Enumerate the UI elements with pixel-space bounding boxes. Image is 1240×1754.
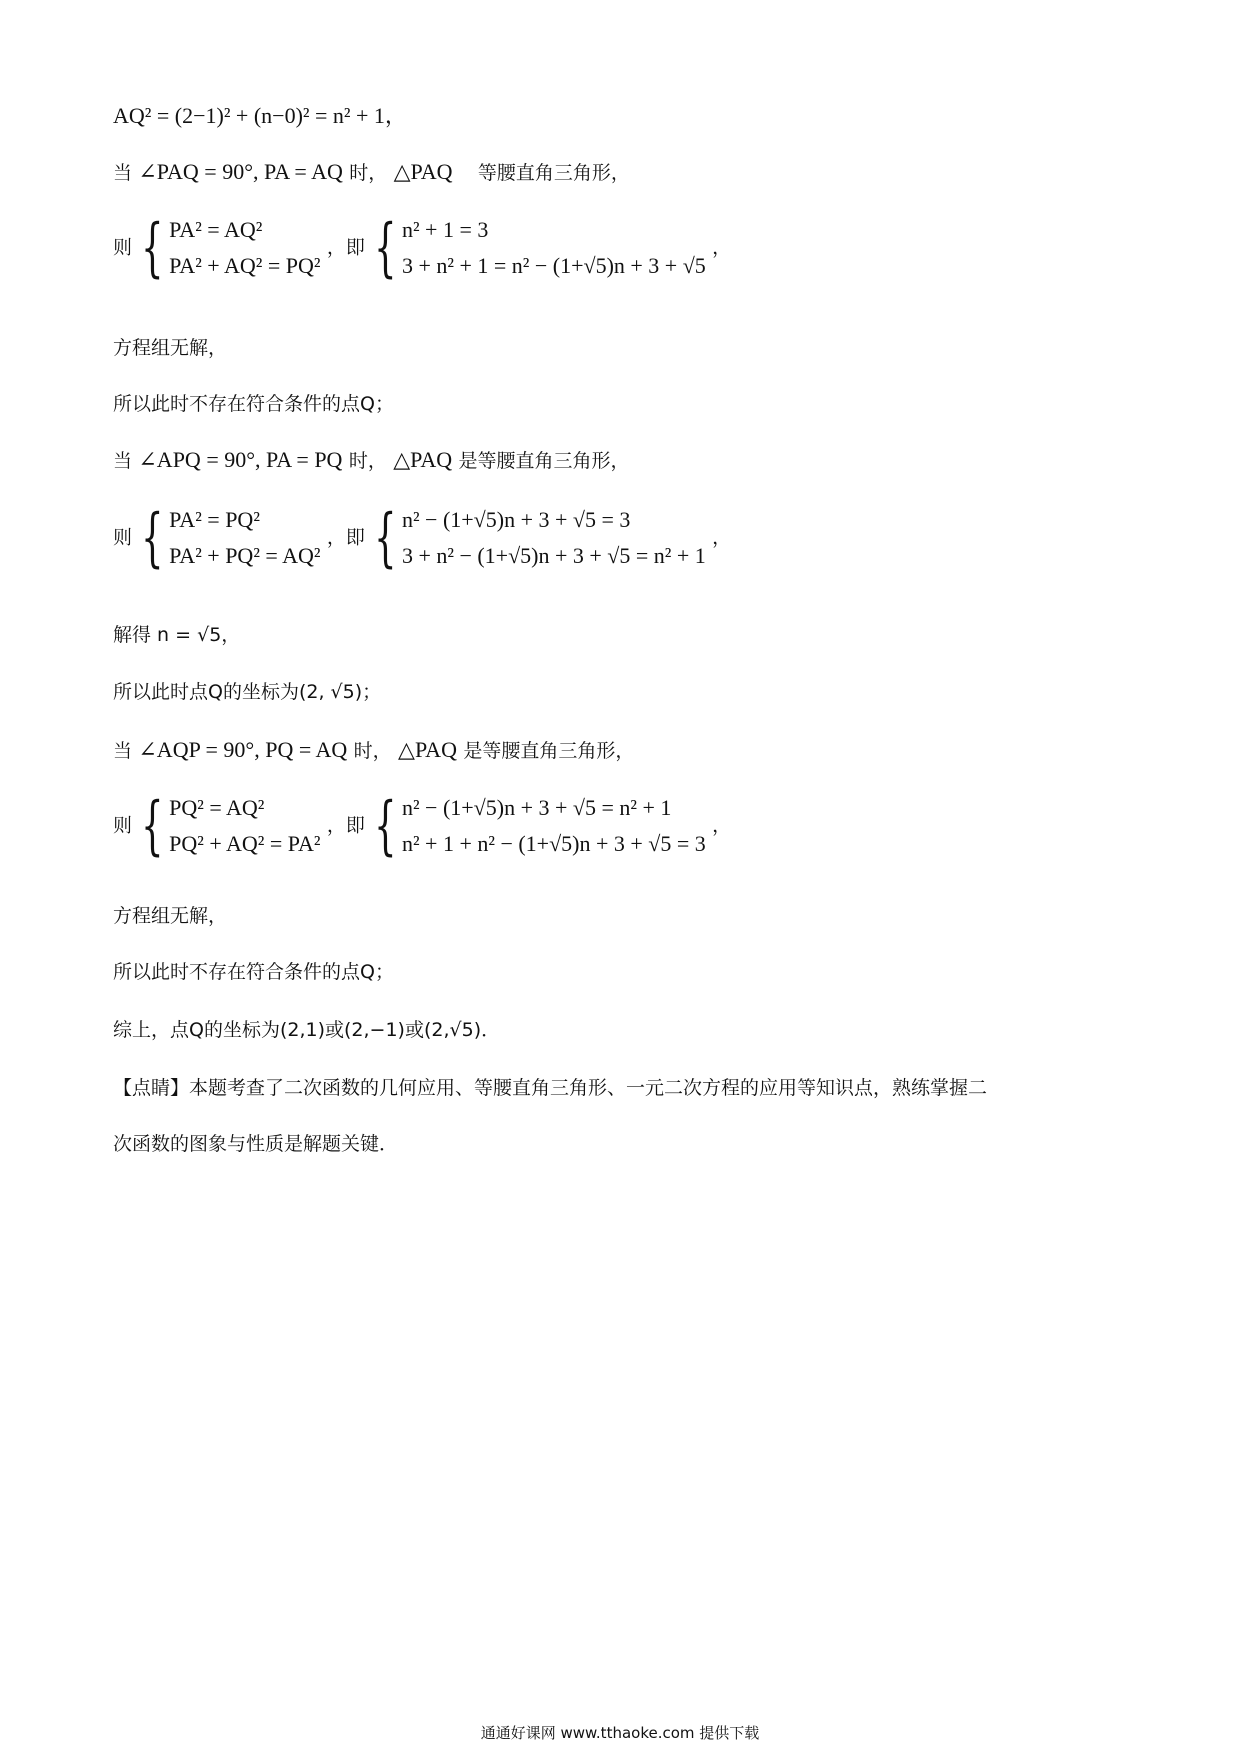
system-row: 3 + n² + 1 = n² − (1+√5)n + 3 + √5 — [401, 253, 706, 278]
system-2a — [138, 502, 320, 574]
final-summary: 综上，点Q的坐标为(2,1)或(2,−1)或(2,√5)． — [113, 1019, 501, 1041]
no-solution-1: 方程组无解， — [113, 337, 228, 359]
solution-text: 解得 n = √5， — [113, 624, 241, 646]
system-1a — [138, 212, 320, 284]
text-ji: ，即 — [326, 236, 365, 259]
brace-icon: { — [374, 789, 397, 863]
brace-icon: { — [141, 789, 164, 863]
system-row: PA² = AQ² — [169, 217, 263, 242]
system-row: n² − (1+√5)n + 3 + √5 = n² + 1 — [401, 795, 672, 820]
system-row: PA² = PQ² — [169, 507, 260, 532]
text-dang: 当 — [113, 162, 133, 184]
conclusion-none-2: 所以此时不存在符合条件的点Q； — [113, 961, 394, 983]
case-apq-right-angle — [113, 444, 629, 477]
conclusion-none-1: 所以此时不存在符合条件的点Q； — [113, 393, 394, 415]
solution-n — [113, 618, 240, 651]
system-3a — [138, 790, 320, 862]
brace-icon: { — [141, 501, 164, 575]
coordinate-result-1: 所以此时点Q的坐标为(2, √5)； — [113, 681, 382, 703]
brace-icon: { — [141, 211, 164, 285]
commentary-line-1: 【点睛】本题考查了二次函数的几何应用、等腰直角三角形、一元二次方程的应用等知识点，熟练掌握二 — [113, 1077, 988, 1099]
triangle-label: △PAQ — [393, 447, 453, 472]
commentary-line-2: 次函数的图象与性质是解题关键． — [113, 1133, 399, 1155]
brace-icon: { — [374, 501, 397, 575]
text-dang: 当 — [113, 450, 133, 472]
triangle-label: △PAQ — [398, 737, 457, 762]
text-dang: 当 — [113, 740, 133, 762]
system-row: PA² + PQ² = AQ² — [169, 543, 321, 568]
triangle-label: △PAQ — [393, 159, 453, 184]
text-isosceles: 是等腰直角三角形， — [458, 450, 630, 472]
system-1b — [371, 212, 706, 284]
system-row: n² + 1 = 3 — [401, 217, 489, 242]
system-row: PQ² + AQ² = PA² — [169, 831, 321, 856]
text-isosceles: 是等腰直角三角形， — [463, 740, 635, 762]
condition-math: ∠PAQ = 90°, PA = AQ — [138, 159, 343, 184]
system-row: 3 + n² − (1+√5)n + 3 + √5 = n² + 1 — [401, 543, 706, 568]
case-aqp-right-angle — [113, 734, 634, 767]
text-ze: 则 — [113, 814, 133, 837]
text-ze: 则 — [113, 526, 133, 549]
equation-system-3: 则 { PQ² = AQ² PQ² + AQ² = PA² ，即 { n² − (1+√5)n + 3 + √5 = n² + 1 n² + 1 + n² − (1+√5)n + 3 + √5 = 3 ， — [113, 789, 732, 863]
text-ji: ，即 — [326, 814, 365, 837]
brace-icon: { — [374, 211, 397, 285]
text-isosceles: 等腰直角三角形， — [458, 162, 630, 184]
system-row: PA² + AQ² = PQ² — [169, 253, 321, 278]
text-ze: 则 — [113, 236, 133, 259]
equation-system-2: 则 { PA² = PQ² PA² + PQ² = AQ² ，即 { n² − (1+√5)n + 3 + √5 = 3 3 + n² − (1+√5)n + 3 + √5 = n² + 1 ， — [113, 501, 732, 575]
text-shi: 时， — [348, 450, 387, 472]
condition-math: ∠AQP = 90°, PQ = AQ — [138, 737, 348, 762]
case-paq-right-angle — [113, 156, 630, 189]
system-3b — [371, 790, 706, 862]
page-footer: 通通好课网 www.tthaoke.com 提供下载 — [480, 1724, 760, 1742]
system-2b — [371, 502, 706, 574]
equation-system-1: 则 { PA² = AQ² PA² + AQ² = PQ² ，即 { n² + 1 = 3 3 + n² + 1 = n² − (1+√5)n + 3 + √5 ， — [113, 211, 732, 285]
equation-aq-squared — [113, 100, 407, 132]
text-shi: 时， — [353, 740, 392, 762]
no-solution-2: 方程组无解， — [113, 905, 228, 927]
condition-math: ∠APQ = 90°, PA = PQ — [138, 447, 343, 472]
system-row: n² + 1 + n² − (1+√5)n + 3 + √5 = 3 — [401, 831, 706, 856]
equation-text: AQ² = (2−1)² + (n−0)² = n² + 1， — [113, 103, 407, 128]
system-row: PQ² = AQ² — [169, 795, 265, 820]
system-row: n² − (1+√5)n + 3 + √5 = 3 — [401, 507, 631, 532]
text-shi: 时， — [349, 162, 388, 184]
text-ji: ，即 — [326, 526, 365, 549]
